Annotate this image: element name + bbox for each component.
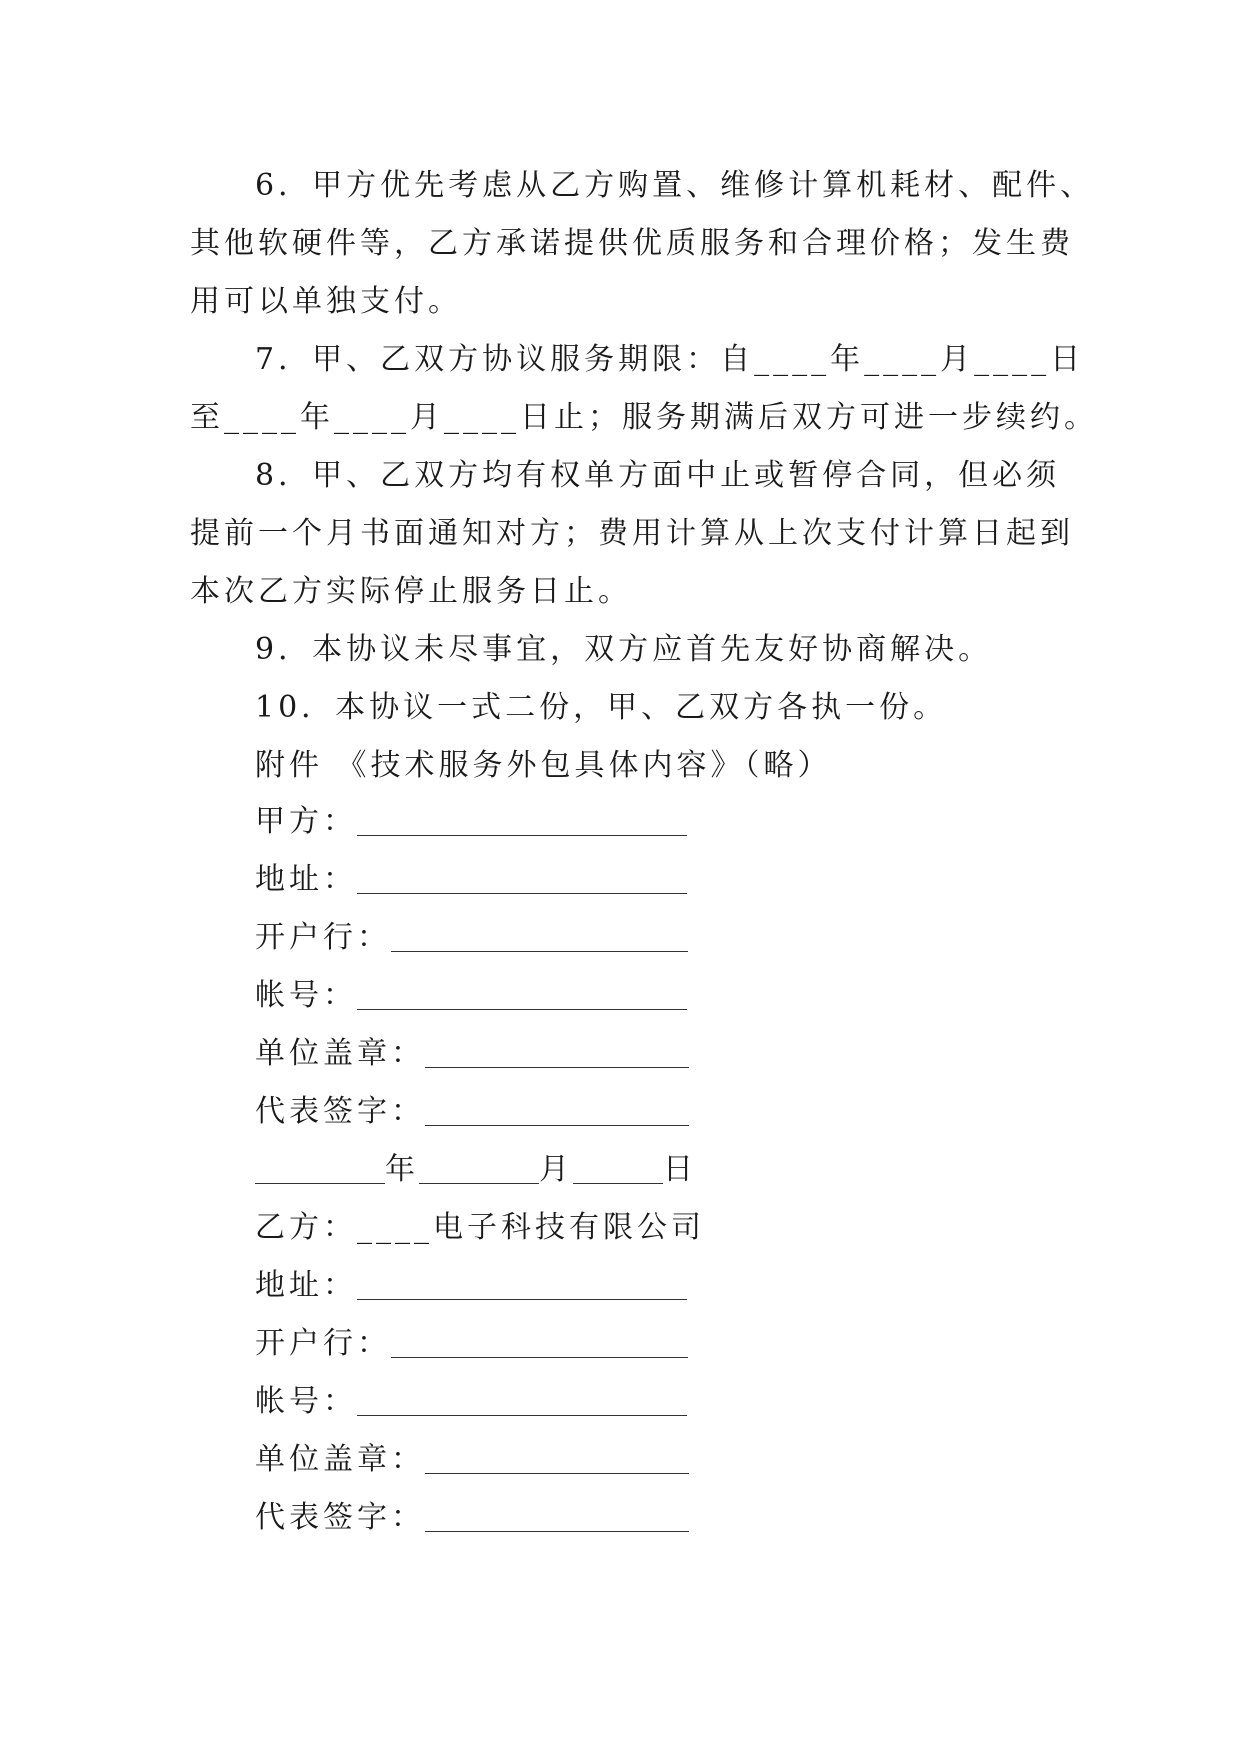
party-b-account-label: 帐号： — [255, 1384, 357, 1419]
party-a-address-field — [255, 860, 687, 900]
party-a-signature-label: 代表签字： — [255, 1094, 425, 1129]
party-a-account-blank[interactable] — [357, 981, 687, 1010]
party-a-signature-field — [255, 1092, 689, 1132]
clause-8-line-3: 本次乙方实际停止服务日止。 — [190, 574, 632, 609]
party-b-address-label: 地址： — [255, 1268, 357, 1303]
party-b-bank-label: 开户行： — [255, 1326, 391, 1361]
clause-6-line-1: 6．甲方优先考虑从乙方购置、维修计算机耗材、配件、 — [255, 168, 1095, 203]
party-a-bank-field — [255, 918, 688, 958]
date-month-label: 月 — [539, 1152, 573, 1187]
party-b-name-value: ____电子科技有限公司 — [357, 1210, 705, 1245]
party-b-name-field — [255, 1208, 705, 1248]
clause-6-line-3: 用可以单独支付。 — [190, 284, 462, 319]
party-b-seal-label: 单位盖章： — [255, 1442, 425, 1477]
party-a-name-field — [255, 802, 687, 842]
party-a-name-blank[interactable] — [357, 807, 687, 836]
party-b-name-label: 乙方： — [255, 1210, 357, 1245]
party-a-seal-field — [255, 1034, 689, 1074]
party-b-address-field — [255, 1266, 687, 1306]
clause-8-line-2: 提前一个月书面通知对方；费用计算从上次支付计算日起到 — [190, 516, 1074, 551]
party-b-signature-field — [255, 1498, 689, 1538]
party-b-address-blank[interactable] — [357, 1271, 687, 1300]
party-b-seal-blank[interactable] — [425, 1445, 689, 1474]
clause-7-line-2: 至____年____月____日止；服务期满后双方可进一步续约。 — [190, 400, 1098, 435]
clause-8-line-1: 8．甲、乙双方均有权单方面中止或暂停合同，但必须 — [255, 458, 1061, 493]
party-b-account-field — [255, 1382, 687, 1422]
party-a-bank-label: 开户行： — [255, 920, 391, 955]
clause-6-line-2: 其他软硬件等，乙方承诺提供优质服务和合理价格；发生费 — [190, 226, 1074, 261]
party-a-seal-label: 单位盖章： — [255, 1036, 425, 1071]
party-a-date-field — [255, 1150, 697, 1190]
date-month-blank[interactable] — [419, 1155, 539, 1184]
party-b-signature-blank[interactable] — [425, 1503, 689, 1532]
party-a-name-label: 甲方： — [255, 804, 357, 839]
party-a-address-blank[interactable] — [357, 865, 687, 894]
date-day-blank[interactable] — [573, 1155, 663, 1184]
party-b-seal-field — [255, 1440, 689, 1480]
date-day-label: 日 — [663, 1152, 697, 1187]
clause-7-line-1: 7．甲、乙双方协议服务期限：自____年____月____日 — [255, 342, 1085, 377]
party-a-account-field — [255, 976, 687, 1016]
clause-9: 9．本协议未尽事宜，双方应首先友好协商解决。 — [255, 632, 993, 667]
attachment-note: 附件 《技术服务外包具体内容》（略） — [255, 748, 832, 783]
party-a-signature-blank[interactable] — [425, 1097, 689, 1126]
party-b-bank-field — [255, 1324, 688, 1364]
party-a-address-label: 地址： — [255, 862, 357, 897]
party-b-account-blank[interactable] — [357, 1387, 687, 1416]
party-b-signature-label: 代表签字： — [255, 1500, 425, 1535]
party-a-seal-blank[interactable] — [425, 1039, 689, 1068]
clause-10: 10．本协议一式二份，甲、乙双方各执一份。 — [255, 690, 948, 725]
party-b-bank-blank[interactable] — [391, 1329, 688, 1358]
date-year-blank[interactable] — [255, 1155, 385, 1184]
date-year-label: 年 — [385, 1152, 419, 1187]
party-a-bank-blank[interactable] — [391, 923, 688, 952]
party-a-account-label: 帐号： — [255, 978, 357, 1013]
